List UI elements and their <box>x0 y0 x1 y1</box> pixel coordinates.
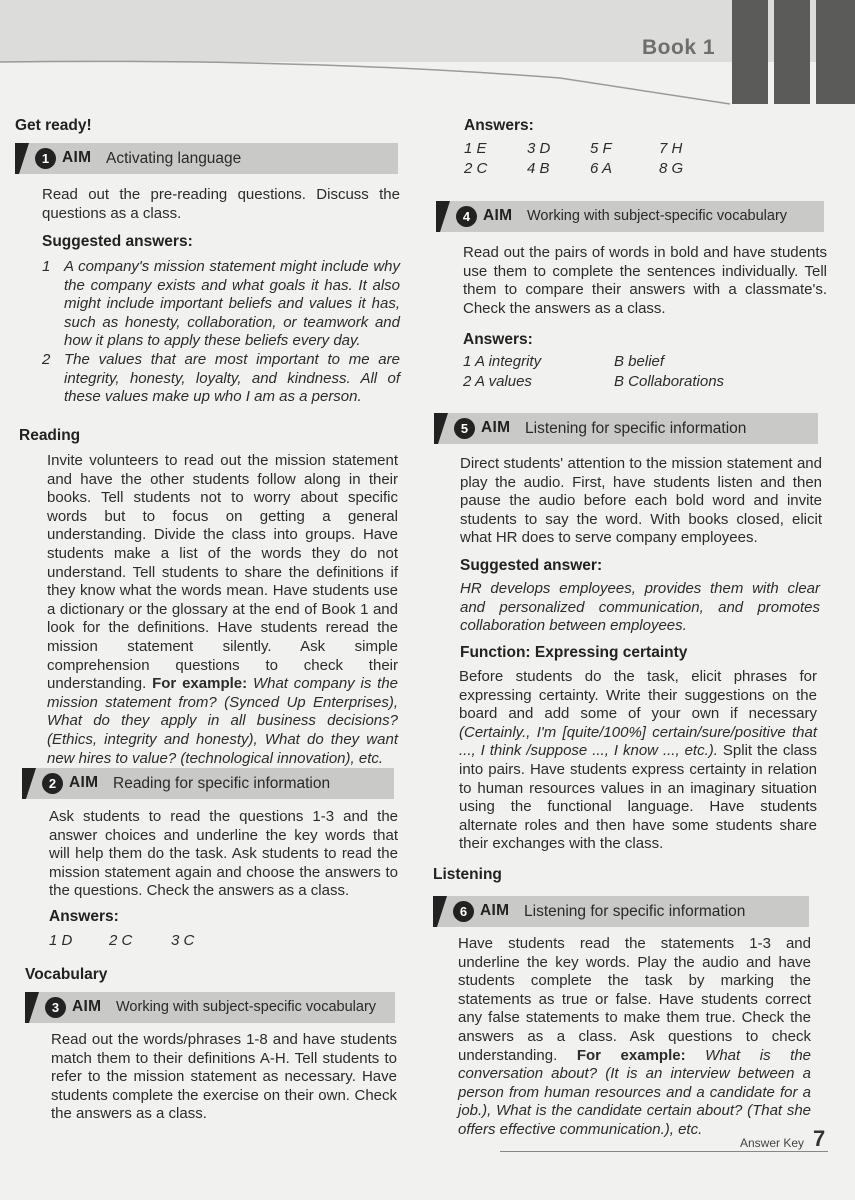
aim-label: AIM <box>72 998 102 1015</box>
header-stripe <box>816 0 855 104</box>
answer: 7 H <box>659 140 683 157</box>
aim2-answer: 2 C <box>109 932 133 949</box>
aim-title: Listening for specific information <box>525 420 747 437</box>
section-get-ready: Get ready! <box>15 117 92 134</box>
answer: 4 B <box>527 160 550 177</box>
aim5-suggested-label: Suggested answer: <box>460 557 603 574</box>
aim-number: 4 <box>456 206 477 227</box>
aim-title: Working with subject-specific vocabulary <box>527 208 788 224</box>
aim4-instructions: Read out the pairs of words in bold and have students use them to complete the sentences individually. Tell them to compare their answers with a classmate's. Check the answers as a class. <box>463 244 827 317</box>
aim3-instructions: Read out the words/phrases 1-8 and have students match them to their definitions A-H. Tell students to refer to the mission statement as necessary. Have students complete the exercise on their own. Check the answers as a class. <box>51 1031 397 1123</box>
aim4-answers-label: Answers: <box>463 331 533 348</box>
list-item: 2 The values that are most important to me are integrity, honesty, loyalty, and kindness. All of these values make up who I am as a person. <box>42 350 400 406</box>
aim-title: Reading for specific information <box>113 775 331 792</box>
aim-banner-2 <box>22 768 394 799</box>
list-item: 1 A company's mission statement might include why the company exists and what goals it has. It also might include important beliefs and values it has, such as honesty, collaboration, or teamwork and how it plans to apply these beliefs every day. <box>42 258 400 350</box>
answer: 8 G <box>659 160 684 177</box>
aim5-instructions: Direct students' attention to the mission statement and play the audio. First, have students listen and then pause the audio before each bold word and invite students to say the word. With books closed, elicit what HR does to serve company employees. <box>460 455 822 547</box>
banner-wedge <box>15 143 31 174</box>
aim-title: Working with subject-specific vocabulary <box>116 999 377 1015</box>
aim-label: AIM <box>480 902 510 919</box>
aim-banner-1 <box>15 143 398 174</box>
aim-label: AIM <box>481 419 511 436</box>
section-vocabulary: Vocabulary <box>25 966 108 983</box>
reading-instructions: Invite volunteers to read out the mission statement and have the other students follow along in their books. Tell students not to worry about specific words but to focus on getting a general understanding. Divide the class into groups. Have students make a list of the words they do not understand. Tell students to share the definitions if they know what the words mean. Have students use a dictionary or the glossary at the end of Book 1 and look for the definitions. Have students reread the mission statement silently. Ask simple comprehension questions to check their understanding. For example: What company is the mission statement from? (Synced Up Enterprises), What do they apply in all business decisions? (Ethics, integrity and honesty), What do they want new hires to value? (technological innovation), etc. <box>47 452 399 767</box>
aim1-suggested-list <box>42 258 400 407</box>
answer: 3 D <box>527 140 551 157</box>
aim-banner-5 <box>434 413 818 444</box>
aim6-instructions: Have students read the statements 1-3 and underline the key words. Play the audio and have students complete the task by marking the statements as true or false. Have students correct any false statements to make them true. Check the answers as a class. Ask questions to check understanding. For example: What is the conversation about? (It is an interview between a person from human resources and a candidate for a job.), What is the candidate certain about? (That she offers effective communication.), etc. <box>458 935 812 1138</box>
aim-label: AIM <box>69 774 99 791</box>
aim1-suggested-label: Suggested answers: <box>42 233 193 250</box>
aim-number: 2 <box>42 773 63 794</box>
aim1-instructions: Read out the pre-reading questions. Discuss the questions as a class. <box>42 186 400 222</box>
book-label: Book 1 <box>642 36 716 59</box>
answer: 2 A values <box>463 373 532 390</box>
aim5-suggested-answer: HR develops employees, provides them with clear and personalized communication, and promotes collaboration between employees. <box>460 580 820 635</box>
answer: 1 E <box>464 140 487 157</box>
answers-label: Answers: <box>464 117 534 134</box>
footer-rule <box>500 1151 828 1152</box>
aim2-instructions: Ask students to read the questions 1-3 and the answer choices and underline the key words that will help them do the task. Ask students to read the mission statement again and choose the answers to the questions. Check the answers as a class. <box>49 808 398 900</box>
aim-number: 1 <box>35 148 56 169</box>
aim-number: 5 <box>454 418 475 439</box>
section-reading: Reading <box>19 427 81 444</box>
function-instructions: Before students do the task, elicit phrases for expressing certainty. Write their suggestions on the board and add some of your own if necessary (Certainly., I'm [quite/100%] certain/sure/positive that ..., I think /suppose ..., I know ..., etc.). Split the class into pairs. Have students express certainty in relation to human resources values in an imaginary situation using the functional language. Have students alternate roles and then have some students share their exchanges with the class. <box>459 668 818 853</box>
answer: B Collaborations <box>614 373 725 390</box>
aim2-answers-label: Answers: <box>49 908 119 925</box>
section-listening: Listening <box>433 866 502 883</box>
header-stripe <box>774 0 810 104</box>
aim2-answer: 3 C <box>171 932 195 949</box>
aim-banner-6 <box>433 896 809 927</box>
header-stripe <box>732 0 768 104</box>
aim-number: 6 <box>453 901 474 922</box>
page-number: 7 <box>813 1126 826 1151</box>
aim-title: Activating language <box>106 150 242 167</box>
aim-number: 3 <box>45 997 66 1018</box>
aim2-answer: 1 D <box>49 932 73 949</box>
aim-banner-3 <box>25 992 395 1023</box>
function-label: Function: Expressing certainty <box>460 644 688 661</box>
answer: B belief <box>614 353 665 370</box>
header-curve <box>0 0 855 110</box>
answer: 1 A integrity <box>463 353 542 370</box>
answer: 5 F <box>590 140 612 157</box>
aim-banner-4 <box>436 201 824 232</box>
aim-title: Listening for specific information <box>524 903 746 920</box>
answer: 6 A <box>590 160 612 177</box>
aim-label: AIM <box>62 149 92 166</box>
footer-label: Answer Key <box>740 1136 805 1150</box>
answer: 2 C <box>464 160 488 177</box>
aim-label: AIM <box>483 207 513 224</box>
